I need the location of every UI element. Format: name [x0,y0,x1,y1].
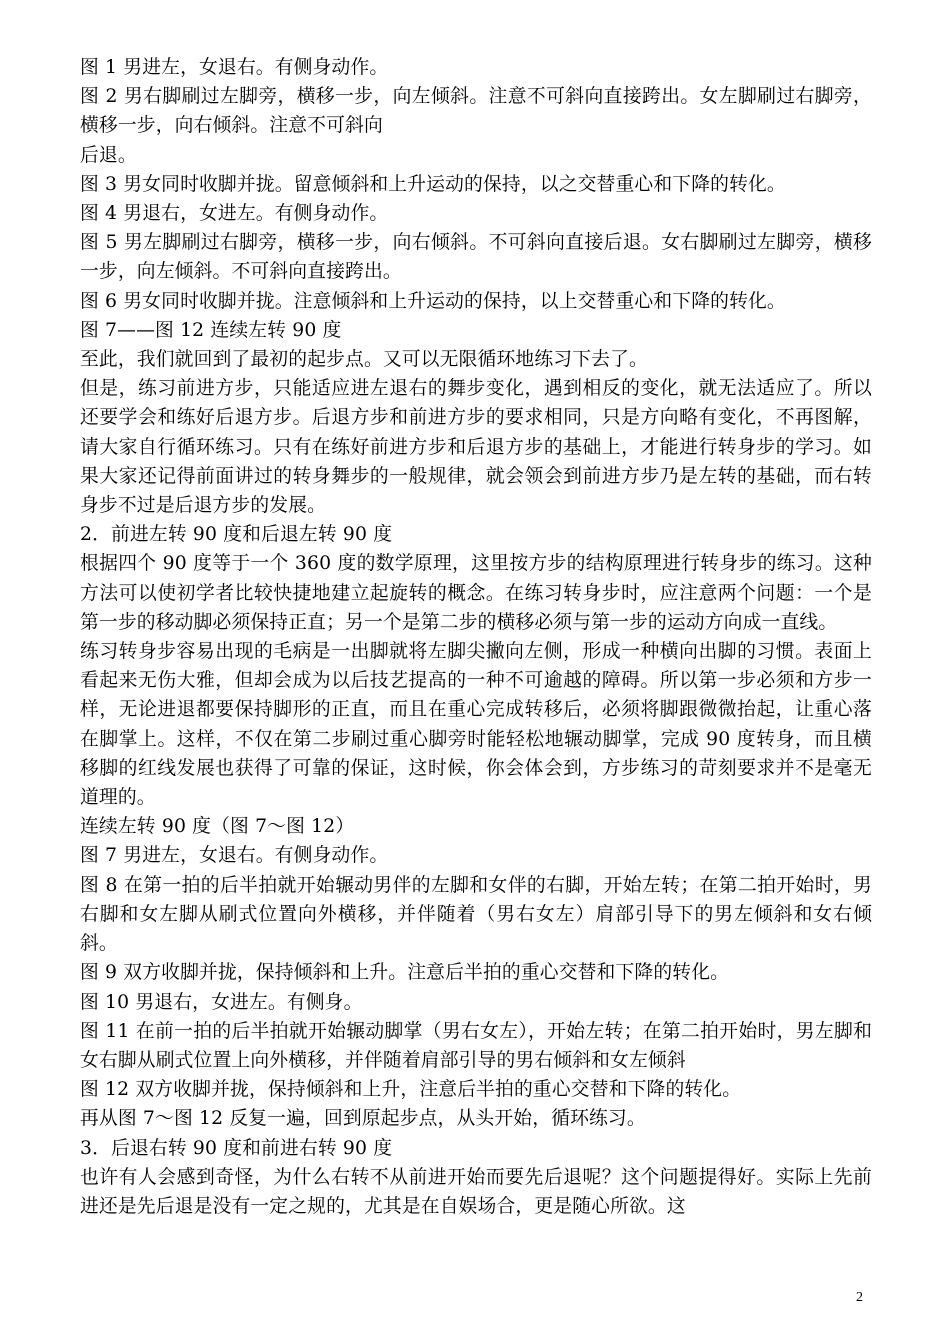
paragraph-fig1: 图 1 男进左，女退右。有侧身动作。 [80,57,389,78]
paragraph-fig4: 图 4 男退右，女进左。有侧身动作。 [80,203,389,225]
paragraph-fig7-12-heading: 图 7——图 12 连续左转 90 度 [80,319,342,341]
paragraph-return-start: 至此，我们就回到了最初的起步点。又可以无限循环地练习下去了。 [80,349,648,371]
paragraph-fig10: 图 10 男退右，女进左。有侧身。 [80,991,363,1013]
paragraph-backward-box-step: 但是，练习前进方步，只能适应进左退右的舞步变化，遇到相反的变化，就无法适应了。所以还要学会和练好后退方步。后退方步和前进方步的要求相同，只是方向略有变化，不再图解，请大家自行循环练习。只有在练好前进方步和后退方步的基础上，才能进行转身步的学习。如果大家还记得前面讲过的转身舞步的一般规律，就会领会到前进方步乃是左转的基础，而右转身步不过是后退方步的发展。 [80,378,872,517]
paragraph-repeat: 再从图 7～图 12 反复一遍，回到原起步点，从头开始，循环练习。 [80,1108,646,1130]
paragraph-right-turn-question: 也许有人会感到奇怪，为什么右转不从前进开始而要先后退呢？这个问题提得好。实际上先前进还是先后退是没有一定之规的，尤其是在自娱场合，更是随心所欲。这 [80,1166,872,1217]
paragraph-fig12: 图 12 双方收脚并拢，保持倾斜和上升，注意后半拍的重心交替和下降的转化。 [80,1079,742,1101]
page-number: 2 [856,1290,863,1305]
paragraph-fig11: 图 11 在前一拍的后半拍就开始辗动脚掌（男右女左），开始左转；在第二拍开始时，男左脚和女右脚从刷式位置上向外横移，并伴随着肩部引导的男右倾斜和女左倾斜 [80,1020,872,1071]
document-body [80,53,872,1221]
section-heading-2: 2．前进左转 90 度和后退左转 90 度 [80,524,393,546]
paragraph-fig2-continued: 后退。 [80,144,137,166]
paragraph-fig6: 图 6 男女同时收脚并拢。注意倾斜和上升运动的保持，以上交替重心和下降的转化。 [80,290,786,312]
paragraph-fig8: 图 8 在第一拍的后半拍就开始辗动男伴的左脚和女伴的右脚，开始左转；在第二拍开始时，男右脚和女左脚从刷式位置向外横移，并伴随着（男右女左）肩部引导下的男左倾斜和女右倾斜。 [80,874,872,955]
paragraph-fig9: 图 9 双方收脚并拢，保持倾斜和上升。注意后半拍的重心交替和下降的转化。 [80,962,730,984]
paragraph-fig3: 图 3 男女同时收脚并拢。留意倾斜和上升运动的保持，以之交替重心和下降的转化。 [80,173,786,195]
paragraph-fig2: 图 2 男右脚刷过左脚旁，横移一步，向左倾斜。注意不可斜向直接跨出。女左脚刷过右脚旁，横移一步，向右倾斜。注意不可斜向 [80,86,872,137]
paragraph-common-mistake: 练习转身步容易出现的毛病是一出脚就将左脚尖撇向左侧，形成一种横向出脚的习惯。表面上看起来无伤大雅，但却会成为以后技艺提高的一种不可逾越的障碍。所以第一步必须和方步一样，无论进退都要保持脚形的正直，而且在重心完成转移后，必须将脚跟微微抬起，让重心落在脚掌上。这样，不仅在第二步刷过重心脚旁时能轻松地辗动脚掌，完成 90 度转身，而且横移脚的红线发展也获得了可靠的保证，这时候，你会体会到，方步练习的苛刻要求并不是毫无道理的。 [80,641,872,809]
paragraph-turn-principle: 根据四个 90 度等于一个 360 度的数学原理，这里按方步的结构原理进行转身步的练习。这种方法可以使初学者比较快捷地建立起旋转的概念。在练习转身步时，应注意两个问题：一个是第一步的移动脚必须保持正直；另一个是第二步的横移必须与第一步的运动方向成一直线。 [80,553,872,633]
subheading-continuous-left-turn: 连续左转 90 度（图 7～图 12） [80,816,355,838]
section-heading-3: 3．后退右转 90 度和前进右转 90 度 [80,1137,393,1159]
paragraph-fig5: 图 5 男左脚刷过右脚旁，横移一步，向右倾斜。不可斜向直接后退。女右脚刷过左脚旁，横移一步，向左倾斜。不可斜向直接跨出。 [80,232,872,283]
paragraph-fig7: 图 7 男进左，女退右。有侧身动作。 [80,845,389,867]
